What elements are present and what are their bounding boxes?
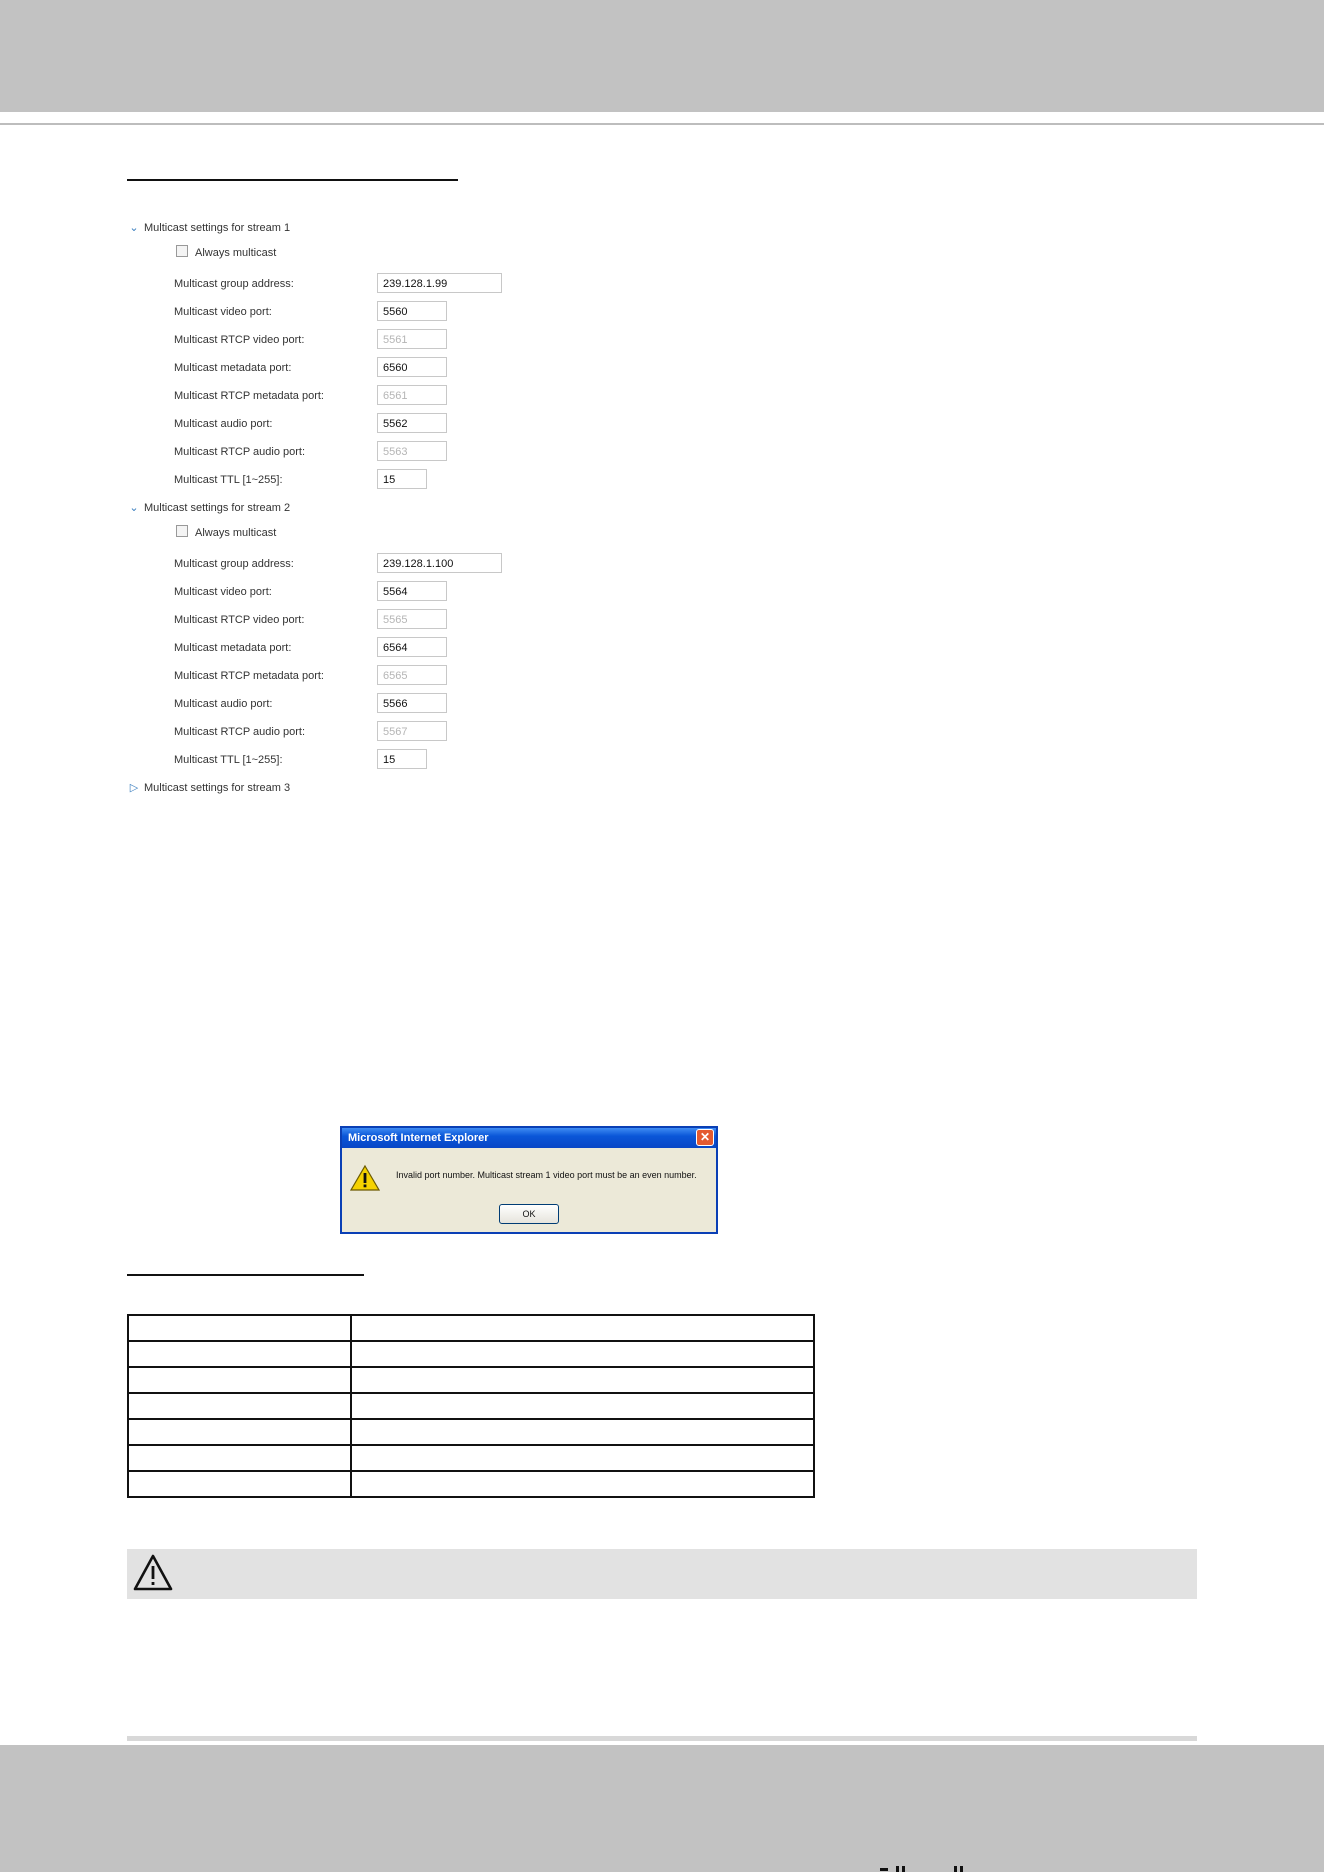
field-input[interactable]: 5562 <box>377 413 447 433</box>
field-label: Multicast metadata port: <box>174 362 292 374</box>
section-heading-underline <box>127 179 458 181</box>
dialog-title-bar <box>342 1128 716 1148</box>
field-input: 5567 <box>377 721 447 741</box>
field-label: Multicast RTCP audio port: <box>174 726 306 738</box>
always-multicast-row <box>176 243 276 263</box>
field-label: Multicast metadata port: <box>174 642 292 654</box>
field-input: 6561 <box>377 385 447 405</box>
field-label: Multicast video port: <box>174 586 272 598</box>
chevron-down-icon[interactable]: ⌄ <box>129 222 139 234</box>
chevron-down-icon[interactable]: ⌄ <box>129 502 139 514</box>
stream-section-header[interactable] <box>127 218 290 238</box>
port-reference-table <box>127 1314 815 1498</box>
field-label: Multicast video port: <box>174 306 272 318</box>
table-row <box>128 1315 814 1341</box>
table-row <box>128 1419 814 1445</box>
dialog-title: Microsoft Internet Explorer <box>348 1132 489 1144</box>
field-label: Multicast TTL [1~255]: <box>174 754 283 766</box>
page-footer-band <box>0 1745 1324 1872</box>
field-label: Multicast RTCP video port: <box>174 334 305 346</box>
table-cell <box>351 1341 814 1367</box>
field-input[interactable]: 239.128.1.99 <box>377 273 502 293</box>
section-heading-underline <box>127 1274 364 1276</box>
field-input[interactable]: 5564 <box>377 581 447 601</box>
close-icon[interactable]: ✕ <box>696 1129 714 1146</box>
field-label: Multicast TTL [1~255]: <box>174 474 283 486</box>
stream-section-title: Multicast settings for stream 3 <box>144 782 291 794</box>
table-cell <box>128 1341 351 1367</box>
field-label: Multicast group address: <box>174 558 294 570</box>
table-cell <box>128 1367 351 1393</box>
field-label: Multicast RTCP metadata port: <box>174 670 324 682</box>
table-row <box>128 1471 814 1497</box>
table-row <box>128 1341 814 1367</box>
field-label: Multicast RTCP video port: <box>174 614 305 626</box>
field-input: 5565 <box>377 609 447 629</box>
footer-rule <box>127 1736 1197 1741</box>
ie-alert-dialog <box>340 1126 718 1234</box>
table-cell <box>351 1419 814 1445</box>
field-input[interactable]: 15 <box>377 749 427 769</box>
table-row <box>128 1367 814 1393</box>
field-label: Multicast group address: <box>174 278 294 290</box>
field-input: 5561 <box>377 329 447 349</box>
footer-marks <box>880 1866 1000 1872</box>
table-row <box>128 1393 814 1419</box>
always-multicast-checkbox[interactable] <box>176 525 188 537</box>
field-input: 5563 <box>377 441 447 461</box>
table-cell <box>351 1393 814 1419</box>
field-input[interactable]: 15 <box>377 469 427 489</box>
field-label: Multicast audio port: <box>174 698 273 710</box>
multicast-settings-panel <box>127 218 627 806</box>
ok-button[interactable]: OK <box>499 1204 559 1224</box>
table-cell <box>351 1471 814 1497</box>
field-input: 6565 <box>377 665 447 685</box>
note-bar <box>127 1549 1197 1599</box>
table-cell <box>351 1367 814 1393</box>
triangle-right-icon[interactable]: ▷ <box>129 782 139 794</box>
table-cell <box>128 1445 351 1471</box>
always-multicast-label: Always multicast <box>195 527 277 539</box>
field-input[interactable]: 6560 <box>377 357 447 377</box>
table-cell <box>128 1471 351 1497</box>
table-cell <box>351 1445 814 1471</box>
stream-section-title: Multicast settings for stream 2 <box>144 502 291 514</box>
field-label: Multicast audio port: <box>174 418 273 430</box>
table-cell <box>128 1315 351 1341</box>
table-row <box>128 1445 814 1471</box>
always-multicast-label: Always multicast <box>195 247 277 259</box>
table-cell <box>128 1419 351 1445</box>
field-label: Multicast RTCP metadata port: <box>174 390 324 402</box>
field-input[interactable]: 5560 <box>377 301 447 321</box>
stream-section-header[interactable] <box>127 498 290 518</box>
page-header-band <box>0 0 1324 112</box>
header-rule <box>0 123 1324 125</box>
field-input[interactable]: 239.128.1.100 <box>377 553 502 573</box>
field-input[interactable]: 5566 <box>377 693 447 713</box>
always-multicast-checkbox[interactable] <box>176 245 188 257</box>
stream-section-header[interactable] <box>127 778 290 798</box>
field-label: Multicast RTCP audio port: <box>174 446 306 458</box>
field-input[interactable]: 6564 <box>377 637 447 657</box>
stream-section-title: Multicast settings for stream 1 <box>144 222 291 234</box>
caution-icon <box>131 1552 175 1594</box>
always-multicast-row <box>176 523 276 543</box>
table-cell <box>351 1315 814 1341</box>
dialog-message: Invalid port number. Multicast stream 1 video port must be an even number. <box>396 1170 697 1180</box>
warning-icon <box>350 1164 380 1192</box>
table-cell <box>128 1393 351 1419</box>
